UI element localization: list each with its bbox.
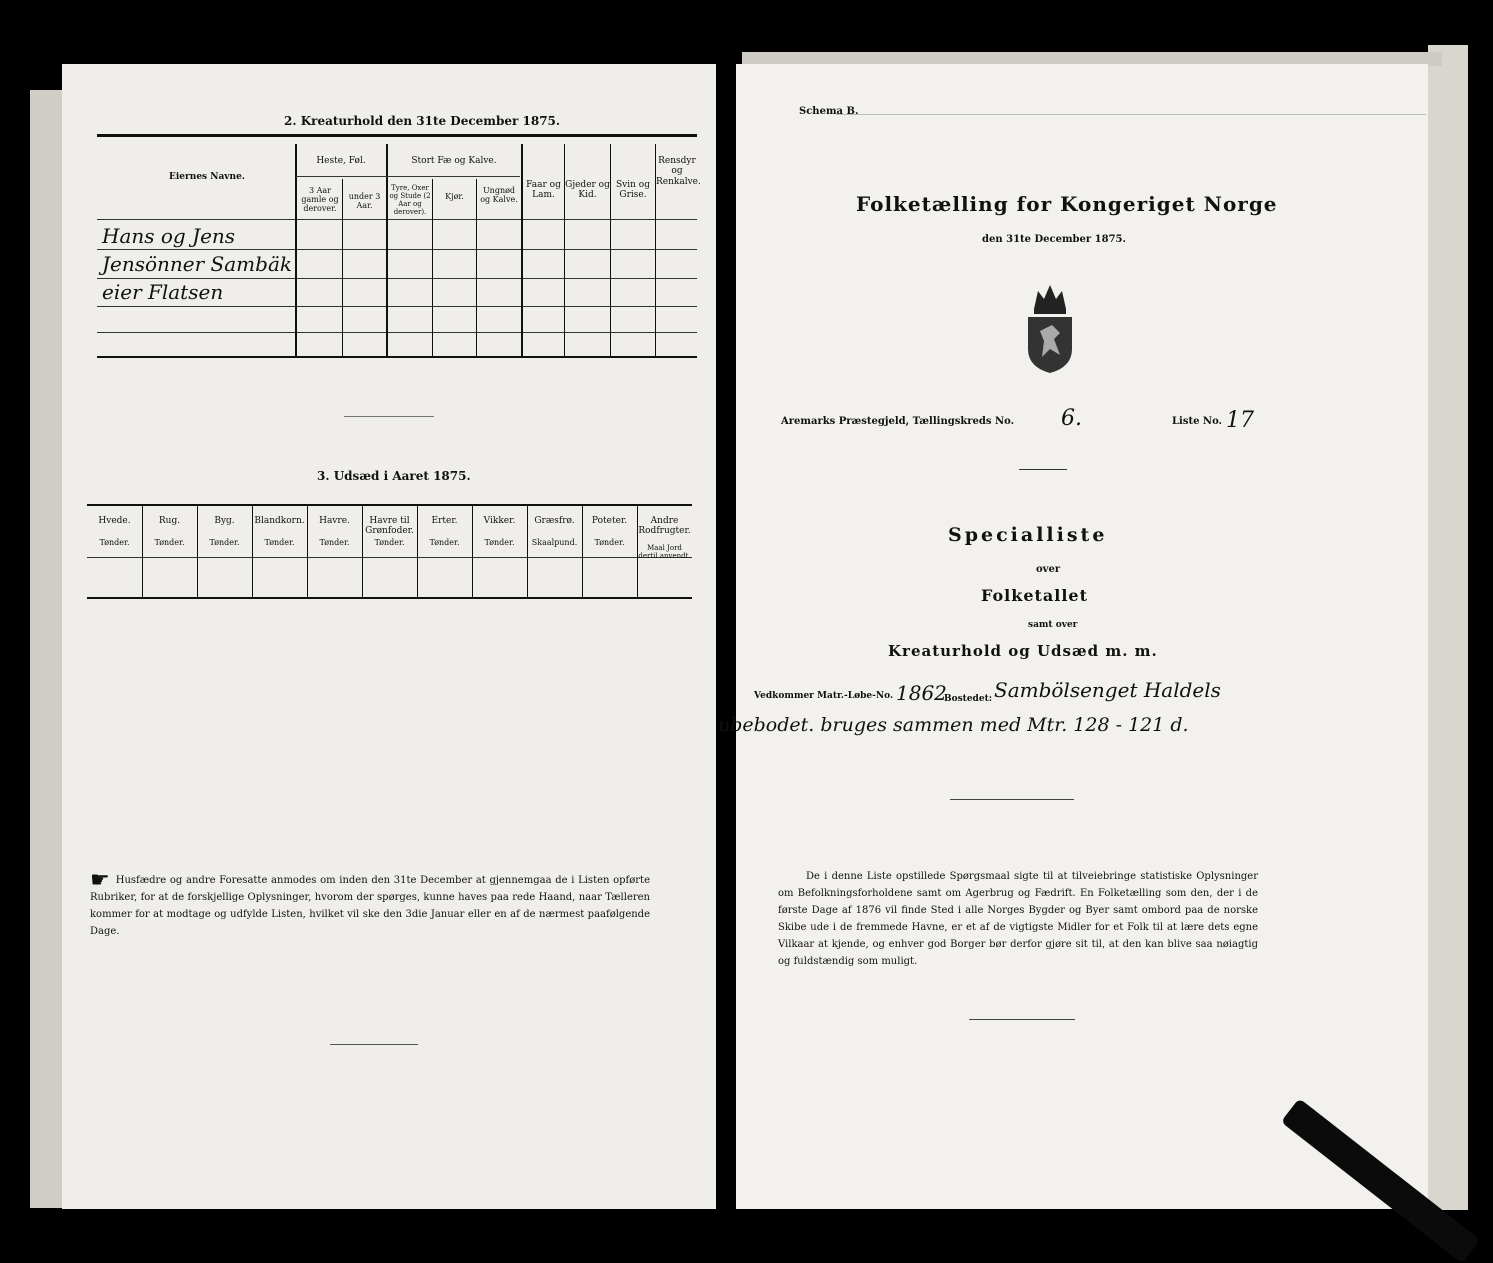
section3-col-header: Hvede. (98, 516, 131, 526)
section2-header-rule (97, 219, 697, 220)
section3-col-header: Rug. (158, 516, 181, 526)
explanation-paragraph: De i denne Liste opstillede Spørgsmaal sigte til at tilveiebringe statistiske Oplysninger om Befolkningsforholdene samt om Agerbrug og Fædrift. En Folketælling som den, der i de første Dage af 1876 vil finde Sted i alle Norges Bygder og Byer samt ombord paa de norske Skibe ude i de fremmede Havne, er et af de vigtigste Midler for et Folk til at lære dets egne Vilkaar at kjende, og enhver god Borger bør derfor gjøre sit til, at den kan blive saa nøiagtig og fuldstændig som muligt. (778, 871, 1258, 967)
stortfae-group-header: Stort Fæ og Kalve. (411, 156, 497, 166)
pointing-hand-icon: ☛ (90, 868, 110, 893)
owner-entry-line-2: Jensönner Sambäk (102, 252, 292, 276)
coat-of-arms-icon (1022, 279, 1078, 375)
section3-col-unit: Maal Jord dertil anvendt. (638, 544, 691, 561)
section3-top-rule (87, 504, 692, 506)
section3-col-unit: Tønder. (154, 538, 185, 547)
section3-col-unit: Tønder. (319, 538, 350, 547)
section3-col-header: Erter. (431, 516, 458, 526)
owner-entry-line-3: eier Flatsen (102, 280, 224, 304)
section3-col-header: Græsfrø. (534, 516, 575, 526)
matr-label: Vedkommer Matr.-Løbe-No. (754, 691, 894, 701)
page-stack-edge-left (30, 90, 64, 1208)
section3-col-header: Blandkorn. (254, 516, 305, 526)
section3-bottom-rule (87, 597, 692, 599)
section3-col-header: Andre Rodfrugter. (638, 516, 691, 537)
section3-col-unit: Tønder. (429, 538, 460, 547)
owner-column-header: Eiernes Navne. (169, 172, 245, 182)
over-label: over (1036, 564, 1061, 575)
liste-label: Liste No. (1172, 416, 1223, 427)
schema-label: Schema B. (799, 106, 859, 117)
divider-short (344, 416, 434, 417)
section3-col-unit: Tønder. (374, 538, 405, 547)
bosted-continuation: ubebodet. bruges sammen med Mtr. 128 - 121 d. (718, 714, 1189, 736)
section3-col-unit: Tønder. (209, 538, 240, 547)
census-date: den 31te December 1875. (982, 234, 1126, 245)
main-title: Folketælling for Kongeriget Norge (856, 192, 1278, 216)
liste-number: 17 (1226, 408, 1254, 433)
bosted-value: Sambölsenget Haldels (994, 678, 1221, 702)
kreds-number: 6. (1061, 406, 1082, 431)
section3-col-header: Poteter. (591, 516, 628, 526)
section2-top-rule (97, 134, 697, 137)
section3-col-unit: Tønder. (484, 538, 515, 547)
section2-title: 2. Kreaturhold den 31te December 1875. (284, 114, 561, 128)
divider-1 (1019, 469, 1067, 470)
section3-col-header: Byg. (214, 516, 235, 526)
owner-entry-line-1: Hans og Jens (102, 224, 236, 248)
divider-bottom-left (330, 1044, 418, 1045)
page-stack-edge-right (1428, 45, 1468, 1210)
section3-col-unit: Skaalpund. (531, 538, 578, 547)
left-page: 2. Kreaturhold den 31te December 1875. Eiernes Navne. Heste, Føl. Stort Fæ og Kalve. 3 Aar gamle og derover. under 3 Aar. Tyre, Oxer og Stude (2 Aar og derover). Kjør. Ungnød og Kalve. Faar og Lam. Gjeder og Kid. Svin og Grise. Rensdyr og Renkalve. Hans og Jens Jensönner Sambäk eier Flatsen 3. Udsæd i Aaret 1875. Hvede. Tønder. Rug. Tønder. Byg. Tønder. Blandkorn. Tønder. Havre. Tønder. Havre til Grønfoder. Tønder. Erter. Tønder. Vikker. Tønder. Græsfrø. Skaalpund. Poteter. Tønder. Andre Rodfrugter. Maal Jord dertil anvendt. ☛ Husfædre og andre Foresatte anmodes om inden den 31te December at gjennemgaa de i Listen opførte Rubriker, for at de forskjellige Oplysninger, hvorom der spørges, kunne haves paa rede Haand, naar Tælleren kommer for at modtage og udfylde Listen, hvilket vil ske den 3die Januar eller en af de nærmest paafølgende Dage. (62, 64, 716, 1209)
heste-group-header: Heste, Føl. (316, 156, 366, 166)
section3-col-header: Havre til Grønfoder. (365, 516, 414, 537)
parish-line: Aremarks Præstegjeld, Tællingskreds No. (781, 416, 1015, 427)
section2-bottom-rule (97, 356, 697, 358)
kreaturhold-heading: Kreaturhold og Udsæd m. m. (888, 642, 1158, 660)
section3-col-header: Vikker. (483, 516, 516, 526)
right-page (718, 64, 1428, 1209)
divider-3 (969, 1019, 1075, 1020)
matr-number: 1862 (896, 681, 947, 705)
section3-title: 3. Udsæd i Aaret 1875. (317, 469, 471, 483)
samt-over-label: samt over (1028, 620, 1078, 630)
instructions-notice: ☛ Husfædre og andre Foresatte anmodes om inden den 31te December at gjennemgaa de i Listen opførte Rubriker, for at de forskjellige Oplysninger, hvorom der spørges, kunne haves paa rede Haand, naar Tælleren kommer for at modtage og udfylde Listen, hvilket vil ske den 3die Januar eller en af de nærmest paafølgende Dage. (90, 868, 650, 937)
specialliste-heading: Specialliste (948, 524, 1108, 546)
section3-col-unit: Tønder. (594, 538, 625, 547)
bosted-label: Bostedet: (944, 694, 993, 704)
folketallet-heading: Folketallet (981, 586, 1088, 605)
section3-col-unit: Tønder. (264, 538, 295, 547)
divider-2 (950, 799, 1074, 800)
section3-col-unit: Tønder. (99, 538, 130, 547)
section3-col-header: Havre. (319, 516, 350, 526)
